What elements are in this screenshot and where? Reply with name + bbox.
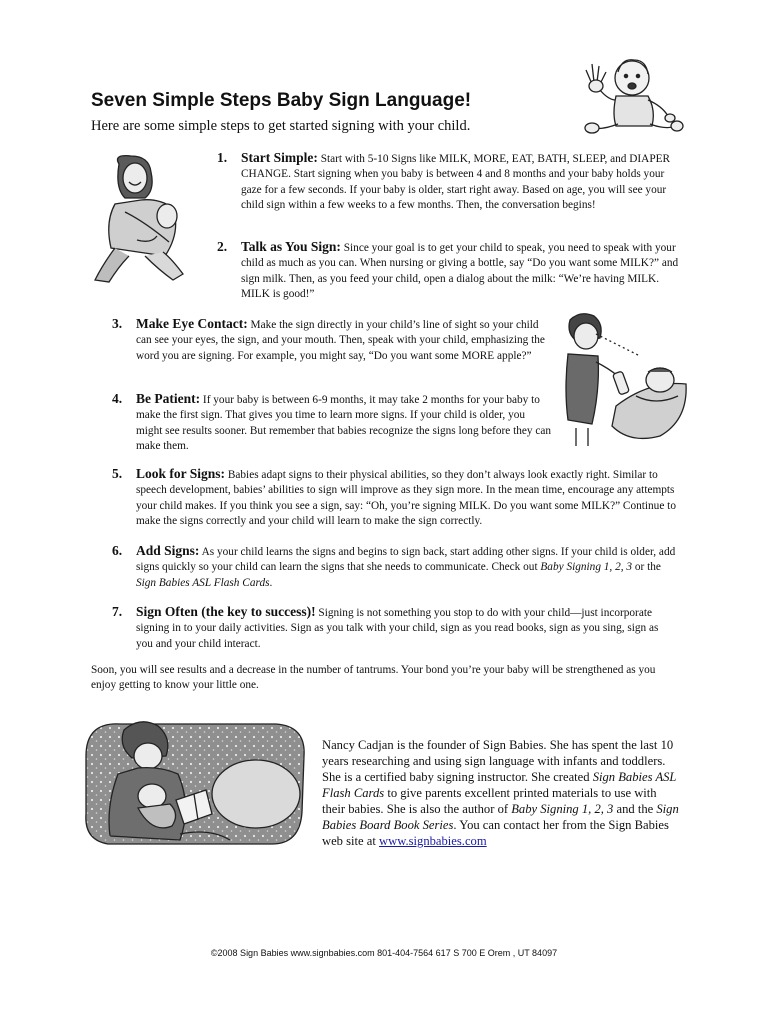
step-2-heading: Talk as You Sign: [241,239,341,254]
step-7-text: Signing is not something you stop to do with your child—just incorporate signing in to your daily activities. Sign as you talk with your child, sign as you read books, sign as you sing, sign as you and your child interact. [136,607,659,650]
step-7-heading: Sign Often (the key to success)! [136,604,316,619]
step-3-text: Make the sign directly in your child’s line of sight so your child can see your eyes, the sign, and your mouth. Then, speak with your child, emphasizing the word you are signing. For example, you might say, “Do you want some MORE apple?” [136,319,545,362]
step-6-text-mid: or the [632,561,661,574]
bio-text-3: and the [613,802,657,816]
step-3-number: 3. [112,316,123,331]
step-3-heading: Make Eye Contact: [136,316,248,331]
step-7-number: 7. [112,604,123,619]
bottle-feeding-illustration [560,310,692,450]
bio-series-title: Sign Babies Board Book Series [322,802,679,832]
step-4-number: 4. [112,391,123,406]
step-6-heading: Add Signs: [136,543,200,558]
step-6-text-after: . [269,576,273,589]
step-1-heading: Start Simple: [241,150,318,165]
step-1-text: Start with 5-10 Signs like MILK, MORE, EAT, BATH, SLEEP, and DIAPER CHANGE. Start signing when you baby is between 4 and 8 months and your baby holds your gaze for a few seconds. If your baby is older, start right away. Based on age, you will see your child sign within a few weeks to a few months. Then, the conversation begins! [241,153,671,211]
step-6-text-before: As your child learns the signs and begins to sign back, start adding other signs. If your child is older, add signs quickly so your child can learn the signs that she needs to communicate. Check out [136,546,676,574]
step-6 [112,543,678,591]
step-6-book-title: Baby Signing 1, 2, 3 [540,561,633,574]
step-2-number: 2. [217,239,228,254]
reading-together-illustration [80,716,308,850]
page-subtitle: Here are some simple steps to get started signing with your child. [91,118,471,134]
step-6-flashcards-title: Sign Babies ASL Flash Cards [136,576,270,589]
page-title: Seven Simple Steps Baby Sign Language! [91,90,472,111]
bio-flashcards-title: Sign Babies ASL Flash Cards [322,770,677,800]
website-link[interactable]: www.signbabies.com [379,834,487,848]
step-4-text: If your baby is between 6-9 months, it may take 2 months for your baby to make the first sign. That gives you time to learn more signs. If your child is older, you might see results sooner. But remember that babies recognize the signs long before they can make them. [136,394,552,452]
step-5 [112,466,678,529]
step-4 [112,391,552,454]
step-2-text: Since your goal is to get your child to speak, you need to speak with your child as much as you can. When nursing or giving a bottle, say “Do you want some MILK?” and sign milk. Then, as you feed your child, open a dialog about the milk: “We’re having MILK. MILK is good!” [241,242,679,300]
bio-text-1: Nancy Cadjan is the founder of Sign Babies. She has spent the last 10 years researching and using sign language with infants and toddlers. She is a certified baby signing instructor. She created [322,738,674,784]
step-5-number: 5. [112,466,123,481]
closing-paragraph: Soon, you will see results and a decrease in the number of tantrums. Your bond you’re your baby will be strengthened as you enjoy getting to know your little one. [91,664,656,692]
step-3 [112,316,552,364]
bio-book-title: Baby Signing 1, 2, 3 [511,802,614,816]
step-4-heading: Be Patient: [136,391,201,406]
step-7 [112,604,678,652]
author-bio [322,737,682,849]
waving-baby-illustration [582,44,682,140]
step-6-number: 6. [112,543,123,558]
bio-text-4: . You can contact her from the Sign Babies web site at [322,818,669,848]
step-2 [217,239,679,302]
bio-text-2: to give parents excellent printed materials to use with their babies. She is also the author of [322,786,657,816]
step-1 [217,150,679,213]
page-footer: ©2008 Sign Babies www.signbabies.com 801-404-7564 617 S 700 E Orem , UT 84097 [210,948,558,958]
nursing-mother-illustration [85,152,197,288]
step-5-text: Babies adapt signs to their physical abilities, so they don’t always look exactly right. Similar to speech development, babies’ abilities to sign will improve as they sign more. In the mean time, encourage any attempts your child makes. If you think you see a sign, say: “Oh, you’re signing MILK. Do you want some MILK?” Continue to make the signs correctly and your child will learn to make the sign correctly. [136,469,676,527]
step-1-number: 1. [217,150,228,165]
step-5-heading: Look for Signs: [136,466,226,481]
